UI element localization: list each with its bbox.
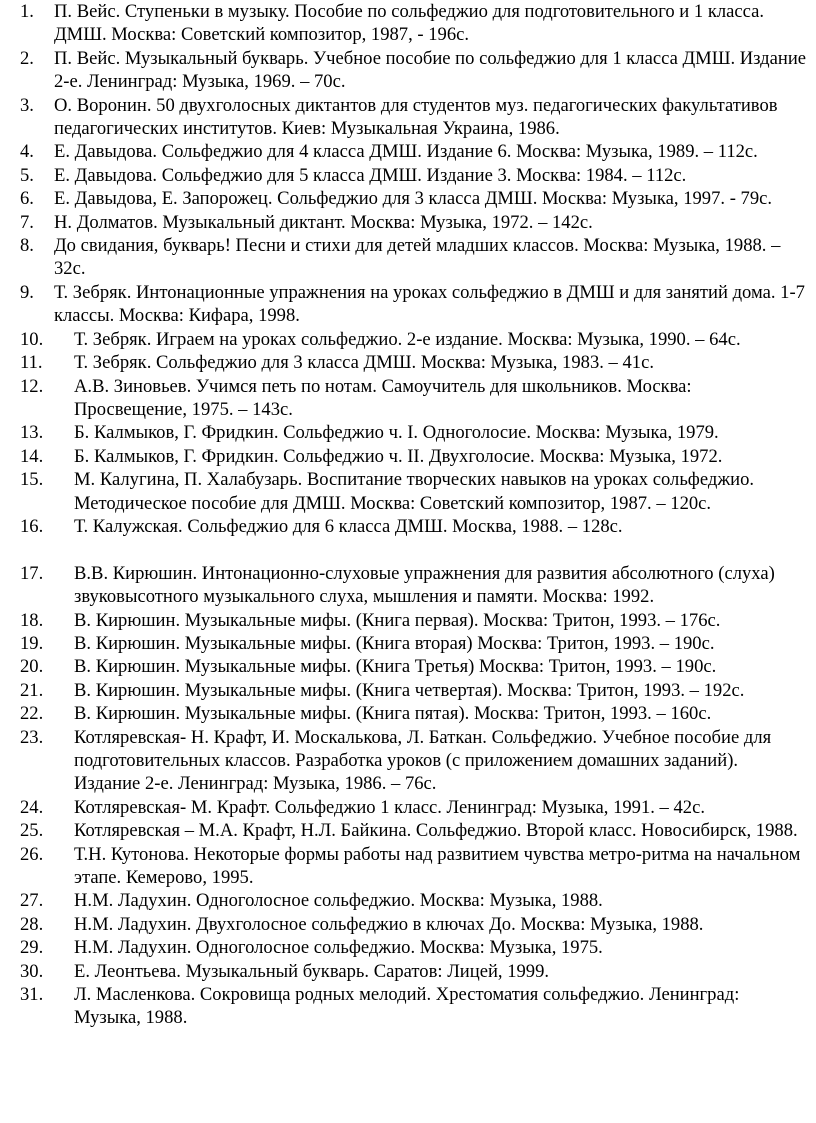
item-number: 8. (20, 235, 34, 257)
item-number: 4. (20, 141, 34, 163)
item-text: Е. Давыдова. Сольфеджио для 5 класса ДМШ. Издание 3. Москва: 1984. – 112с. (54, 164, 687, 186)
item-text: В. Кирюшин. Музыкальные мифы. (Книга Третья) Москва: Тритон, 1993. – 190с. (74, 656, 717, 678)
list-item (20, 468, 808, 515)
item-text: А.В. Зиновьев. Учимся петь по нотам. Самоучитель для школьников. Москва: Просвещение, 1975. – 143с. (74, 375, 692, 420)
list-item (20, 889, 808, 912)
list-item (20, 796, 808, 819)
item-text: В. Кирюшин. Музыкальные мифы. (Книга пятая). Москва: Тритон, 1993. – 160с. (74, 703, 712, 725)
item-number: 29. (20, 937, 44, 959)
item-text: До свидания, букварь! Песни и стихи для детей младших классов. Москва: Музыка, 1988. – 32с. (54, 235, 781, 280)
item-text: Н. Долматов. Музыкальный диктант. Москва: Музыка, 1972. – 142с. (54, 211, 593, 233)
item-number: 30. (20, 960, 44, 982)
list-item (20, 819, 808, 842)
item-number: 16. (20, 515, 44, 537)
item-text: Е. Леонтьева. Музыкальный букварь. Саратов: Лицей, 1999. (74, 960, 550, 982)
list-item (20, 679, 808, 702)
item-text: В.В. Кирюшин. Интонационно-слуховые упражнения для развития абсолютного (слуха) звуковысотного музыкального слуха, мышления и памяти. Москва: 1992. (74, 562, 775, 608)
list-item (20, 515, 808, 538)
item-number: 24. (20, 796, 44, 818)
item-text: Т. Калужская. Сольфеджио для 6 класса ДМШ. Москва, 1988. – 128с. (74, 515, 623, 537)
item-number: 27. (20, 890, 44, 912)
item-number: 22. (20, 703, 44, 725)
item-text: О. Воронин. 50 двухголосных диктантов для студентов муз. педагогических факультативов педагогических институтов. Киев: Музыкальная Украина, 1986. (54, 94, 778, 140)
item-number: 20. (20, 656, 44, 678)
item-text: Котляревская- М. Крафт. Сольфеджио 1 класс. Ленинград: Музыка, 1991. – 42с. (74, 796, 705, 818)
list-item (20, 375, 808, 422)
item-text: Котляревская- Н. Крафт, И. Москалькова, Л. Баткан. Сольфеджио. Учебное пособие для подготовительных классов. Разработка уроков (с приложением домашних заданий). Издание 2-е. Ленинград: Музыка, 1986. – 76с. (74, 726, 772, 795)
item-text: Т. Зебряк. Интонационные упражнения на уроках сольфеджио в ДМШ и для занятий дома. 1-7 классы. Москва: Кифара, 1998. (54, 281, 805, 327)
list-item (20, 632, 808, 655)
list-item (20, 351, 808, 374)
item-number: 25. (20, 820, 44, 842)
list-item (20, 140, 808, 163)
item-number: 9. (20, 281, 34, 303)
list-item (20, 843, 808, 890)
list-item (20, 655, 808, 678)
item-text: Т.Н. Кутонова. Некоторые формы работы над развитием чувства метро-ритма на начальном этапе. Кемерово, 1995. (74, 843, 801, 889)
item-text: В. Кирюшин. Музыкальные мифы. (Книга четвертая). Москва: Тритон, 1993. – 192с. (74, 679, 745, 701)
item-text: Н.М. Ладухин. Одноголосное сольфеджио. Москва: Музыка, 1975. (74, 937, 603, 959)
item-number: 31. (20, 984, 44, 1006)
list-item (20, 445, 808, 468)
item-number: 12. (20, 375, 44, 397)
item-number: 28. (20, 913, 44, 935)
list-item (20, 562, 808, 609)
list-item (20, 281, 808, 328)
item-number: 1. (20, 1, 34, 22)
item-text: М. Калугина, П. Халабузарь. Воспитание творческих навыков на уроках сольфеджио. Методическое пособие для ДМШ. Москва: Советский композитор, 1987. – 120с. (74, 469, 755, 514)
item-number: 6. (20, 188, 34, 210)
item-text: Т. Зебряк. Сольфеджио для 3 класса ДМШ. Москва: Музыка, 1983. – 41с. (74, 352, 654, 374)
list-item (20, 913, 808, 936)
item-text: Н.М. Ладухин. Двухголосное сольфеджио в ключах До. Москва: Музыка, 1988. (74, 913, 704, 935)
list-item (20, 0, 808, 47)
item-number: 11. (20, 352, 43, 374)
item-text: Е. Давыдова, Е. Запорожец. Сольфеджио для 3 класса ДМШ. Москва: Музыка, 1997. - 79с. (54, 188, 773, 210)
list-item (20, 47, 808, 94)
list-item (20, 726, 808, 796)
item-text: Л. Масленкова. Сокровища родных мелодий. Хрестоматия сольфеджио. Ленинград: Музыка, 1988. (74, 984, 740, 1029)
item-number: 19. (20, 632, 44, 654)
item-number: 17. (20, 562, 44, 584)
item-number: 10. (20, 328, 44, 350)
list-item (20, 960, 808, 983)
item-text: Б. Калмыков, Г. Фридкин. Сольфеджио ч. I. Одноголосие. Москва: Музыка, 1979. (74, 422, 719, 444)
item-number: 5. (20, 164, 34, 186)
list-item (20, 211, 808, 234)
item-number: 15. (20, 469, 44, 491)
list-item (20, 234, 808, 281)
bibliography-list (20, 0, 808, 1030)
item-text: В. Кирюшин. Музыкальные мифы. (Книга вторая) Москва: Тритон, 1993. – 190с. (74, 632, 715, 654)
list-item (20, 609, 808, 632)
list-item (20, 328, 808, 351)
item-number: 13. (20, 422, 44, 444)
item-text: Т. Зебряк. Играем на уроках сольфеджио. 2-е издание. Москва: Музыка, 1990. – 64с. (74, 328, 741, 350)
item-text: Б. Калмыков, Г. Фридкин. Сольфеджио ч. II. Двухголосие. Москва: Музыка, 1972. (74, 445, 723, 467)
list-item (20, 187, 808, 210)
list-item (20, 164, 808, 187)
list-item (20, 421, 808, 444)
item-number: 2. (20, 47, 34, 69)
item-text: Е. Давыдова. Сольфеджио для 4 класса ДМШ. Издание 6. Москва: Музыка, 1989. – 112с. (54, 141, 758, 163)
item-number: 26. (20, 843, 44, 865)
item-number: 23. (20, 726, 44, 748)
item-number: 18. (20, 609, 44, 631)
list-item (20, 702, 808, 725)
item-text: П. Вейс. Музыкальный букварь. Учебное пособие по сольфеджио для 1 класса ДМШ. Издание 2-е. Ленинград: Музыка, 1969. – 70с. (54, 47, 807, 93)
list-item (20, 94, 808, 141)
item-number: 21. (20, 679, 44, 701)
item-text: П. Вейс. Ступеньки в музыку. Пособие по сольфеджио для подготовительного и 1 класса. ДМШ. Москва: Советский композитор, 1987, - 196с. (54, 1, 765, 46)
item-number: 7. (20, 211, 34, 233)
item-text: Н.М. Ладухин. Одноголосное сольфеджио. Москва: Музыка, 1988. (74, 890, 603, 912)
item-text: Котляревская – М.А. Крафт, Н.Л. Байкина. Сольфеджио. Второй класс. Новосибирск, 1988. (74, 820, 798, 842)
list-item (20, 983, 808, 1030)
item-number: 3. (20, 94, 34, 116)
item-text: В. Кирюшин. Музыкальные мифы. (Книга первая). Москва: Тритон, 1993. – 176с. (74, 609, 721, 631)
item-number: 14. (20, 445, 44, 467)
list-item (20, 936, 808, 959)
